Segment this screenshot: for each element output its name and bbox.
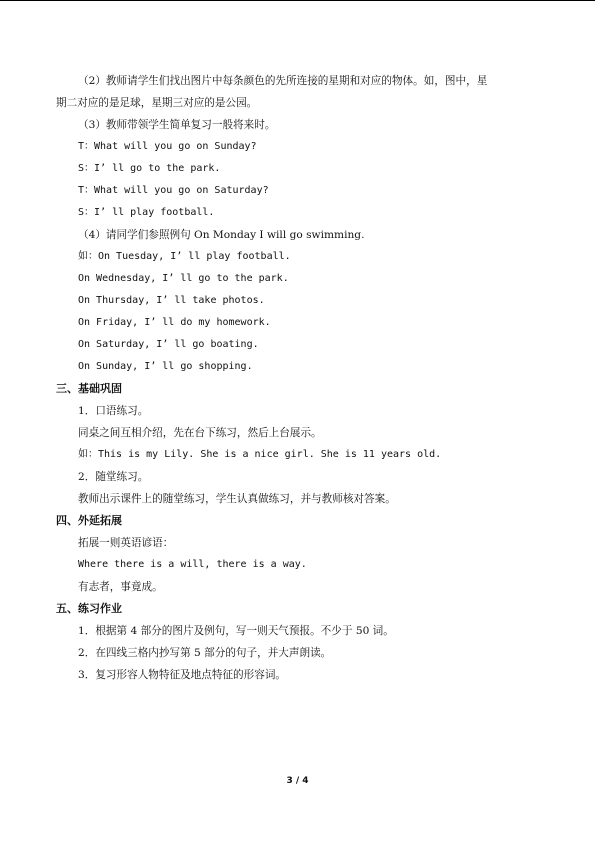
text-line: On Saturday, I’ ll go boating.: [78, 339, 259, 350]
section-heading: 三、基础巩固: [56, 382, 122, 395]
text-line: 2．随堂练习。: [78, 471, 149, 483]
text-line: 教师出示课件上的随堂练习，学生认真做练习，并与教师核对答案。: [78, 493, 396, 505]
text-line: 同桌之间互相介绍，先在台下练习，然后上台展示。: [78, 427, 322, 439]
text-line: 1．口语练习。: [78, 405, 149, 417]
page-number: 3 / 4: [286, 776, 309, 786]
text-line: 3．复习形容人物特征及地点特征的形容词。: [78, 669, 287, 681]
text-line: On Sunday, I’ ll go shopping.: [78, 361, 253, 372]
text-line: T：What will you go on Sunday?: [78, 141, 257, 152]
text-line: 如：On Tuesday, I’ ll play football.: [78, 251, 291, 262]
text-line: （2）教师请学生们找出图片中每条颜色的先所连接的星期和对应的物体。如，图中，星: [78, 75, 488, 87]
text-line: 有志者，事竟成。: [78, 581, 163, 593]
text-line: S：I’ ll play football.: [78, 207, 215, 218]
text-line: 1．根据第 4 部分的图片及例句，写一则天气预报。不少于 50 词。: [78, 625, 394, 637]
text-line: Where there is a will, there is a way.: [78, 559, 307, 570]
section-heading: 四、外延拓展: [56, 514, 122, 527]
top-rule: [0, 0, 595, 1]
text-line: On Thursday, I’ ll take photos.: [78, 295, 265, 306]
text-line: 2．在四线三格内抄写第 5 部分的句子，并大声朗读。: [78, 647, 332, 659]
text-line: （4）请同学们参照例句 On Monday I will go swimming.: [78, 229, 365, 241]
text-line: S：I’ ll go to the park.: [78, 163, 221, 174]
text-line: 如：This is my Lily. She is a nice girl. She is 11 years old.: [78, 449, 442, 460]
text-line: 期二对应的是足球，星期三对应的是公园。: [56, 97, 258, 109]
text-line: On Friday, I’ ll do my homework.: [78, 317, 271, 328]
text-line: T：What will you go on Saturday?: [78, 185, 269, 196]
text-line: On Wednesday, I’ ll go to the park.: [78, 273, 289, 284]
section-heading: 五、练习作业: [56, 602, 122, 615]
text-line: 拓展一则英语谚语：: [78, 537, 174, 549]
text-line: （3）教师带领学生简单复习一般将来时。: [78, 119, 276, 131]
